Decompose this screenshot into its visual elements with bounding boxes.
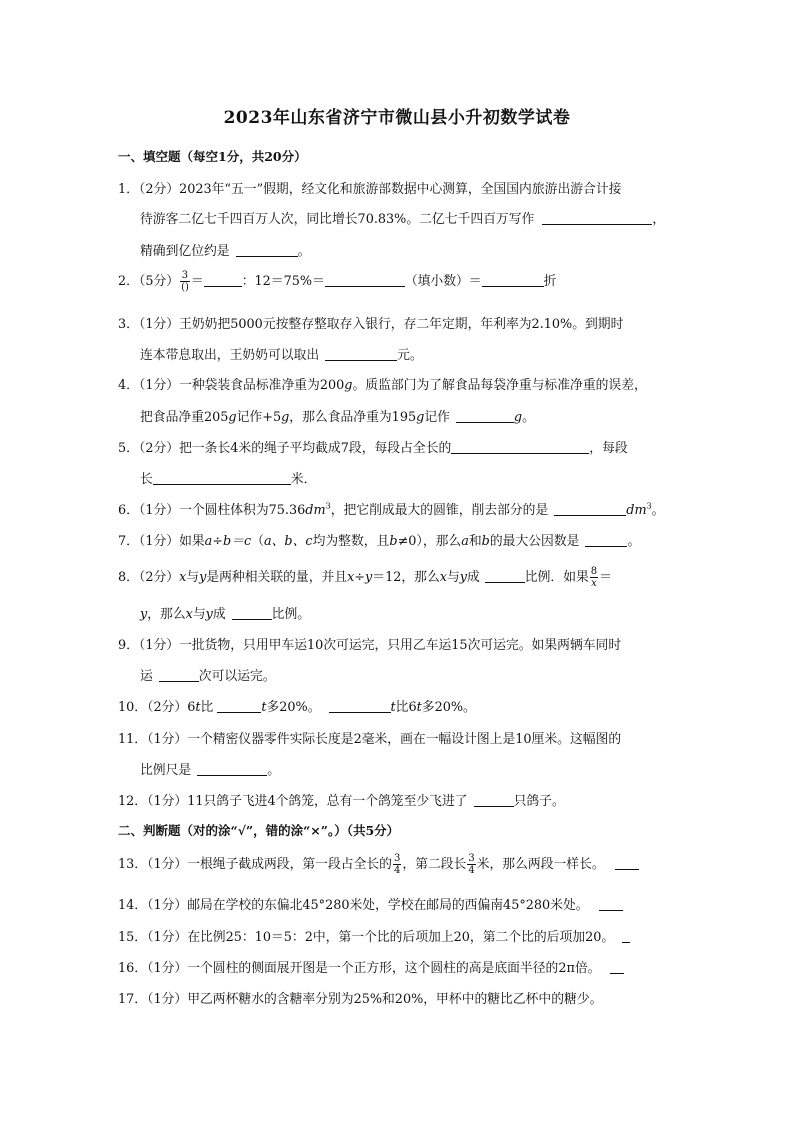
- question-3-line-1: 3．（1分）王奶奶把5000元按整存整取存入银行，存二年定期，年利率为2.10%。到期时: [118, 317, 624, 332]
- section-heading-true-false: 二、判断题（对的涂“√”，错的涂“×”。）（共5分）: [118, 823, 400, 838]
- answer-blank[interactable]: [599, 897, 623, 911]
- fraction: $\frac{3}{4}$: [393, 853, 401, 876]
- answer-blank[interactable]: [615, 856, 639, 870]
- question-9-line-2: 运 次可以运完。: [140, 669, 276, 684]
- question-7: 7．（1分）如果a÷b＝c（a、b、c均为整数，且b≠0），那么a和b的最大公因数是 。: [118, 534, 641, 549]
- answer-blank[interactable]: [204, 273, 242, 287]
- answer-blank[interactable]: [325, 273, 405, 287]
- question-12: 12．（1分）11只鸽子飞进4个鸽笼，总有一个鸽笼至少飞进了 只鸽子。: [118, 794, 565, 809]
- answer-blank[interactable]: [153, 471, 291, 485]
- question-15: 15．（1分）在比例25：10＝5：2中，第一个比的后项加上20，第二个比的后项加20。: [118, 926, 630, 945]
- answer-blank[interactable]: [451, 440, 589, 454]
- answer-blank[interactable]: [217, 699, 261, 713]
- question-1-line-3: 精确到亿位约是 。: [140, 244, 311, 259]
- question-5-line-1: 5．（2分）把一条长4米的绳子平均截成7段，每段占全长的 ，每段: [118, 441, 628, 456]
- question-4-line-1: 4．（1分）一种袋装食品标准净重为200g。质监部门为了解食品每袋净重与标准净重的误差，: [118, 378, 647, 393]
- fraction: $\frac{3}{()}$: [181, 270, 189, 293]
- question-1-line-2: 待游客二亿七千四百万人次，同比增长70.83%。二亿七千四百万写作 ，: [140, 212, 666, 227]
- question-5-line-2: 长 米．: [140, 472, 317, 487]
- answer-blank[interactable]: [456, 409, 514, 423]
- answer-blank[interactable]: [236, 243, 298, 257]
- answer-blank[interactable]: [159, 668, 199, 682]
- question-2: 2．（5分） $\frac{3}{()}$ ＝ ：12＝75%＝ （填小数）＝ 折: [118, 270, 557, 293]
- answer-blank[interactable]: [325, 347, 397, 361]
- question-13: 13．（1分）一根绳子截成两段，第一段占全长的 $\frac{3}{4}$ ，第二段长 $\frac{3}{4}$ 米，那么两段一样长。: [118, 853, 639, 876]
- question-8-line-2: y，那么x与y成 比例。: [140, 607, 311, 622]
- answer-blank[interactable]: [542, 211, 652, 225]
- answer-blank[interactable]: [610, 960, 624, 974]
- answer-blank[interactable]: [585, 533, 627, 547]
- question-17: 17．（1分）甲乙两杯糖水的含糖率分别为25%和20%，甲杯中的糖比乙杯中的糖少。: [118, 992, 603, 1007]
- answer-blank[interactable]: [197, 762, 267, 776]
- question-1-line-1: 1．（2分）2023年“五一”假期，经文化和旅游部数据中心测算，全国国内旅游出游合计接: [118, 182, 622, 197]
- question-8-line-1: 8．（2分）x与y是两种相关联的量，并且x÷y＝12，那么x与y成 比例．如果 $\frac{8}{x}$ ＝: [118, 566, 612, 589]
- answer-blank[interactable]: [474, 793, 514, 807]
- page-title: 2023年山东省济宁市微山县小升初数学试卷: [223, 108, 571, 128]
- answer-blank[interactable]: [482, 273, 544, 287]
- question-10: 10．（2分）6t比 t多20%。 t比6t多20%。: [118, 700, 476, 715]
- question-16: 16．（1分）一个圆柱的侧面展开图是一个正方形，这个圆柱的高是底面半径的2π倍。: [118, 957, 624, 976]
- fraction: $\frac{3}{4}$: [468, 853, 475, 876]
- section-heading-fill-in: 一、填空题（每空1分，共20分）: [118, 149, 307, 164]
- question-11-line-1: 11．（1分）一个精密仪器零件实际长度是2毫米，画在一幅设计图上是10厘米。这幅图的: [118, 732, 622, 747]
- question-11-line-2: 比例尺是 。: [140, 763, 280, 778]
- fraction: $\frac{8}{x}$: [590, 566, 598, 589]
- question-14: 14．（1分）邮局在学校的东偏北45°280米处，学校在邮局的西偏南45°280米处。: [118, 894, 623, 913]
- answer-blank[interactable]: [622, 929, 630, 943]
- answer-blank[interactable]: [232, 606, 272, 620]
- answer-blank[interactable]: [329, 699, 391, 713]
- question-4-line-2: 把食品净重205g记作+5g，那么食品净重为195g记作 g。: [140, 410, 535, 425]
- answer-blank[interactable]: [554, 502, 626, 516]
- question-3-line-2: 连本带息取出，王奶奶可以取出 元。: [140, 348, 423, 363]
- question-6: 6．（1分）一个圆柱体积为$75.36dm^3$，把它削成最大的圆锥，削去部分的是 $dm^3$。: [118, 501, 665, 518]
- question-9-line-1: 9．（1分）一批货物，只用甲车运10次可运完，只用乙车运15次可运完。如果两辆车同时: [118, 638, 622, 653]
- answer-blank[interactable]: [485, 569, 525, 583]
